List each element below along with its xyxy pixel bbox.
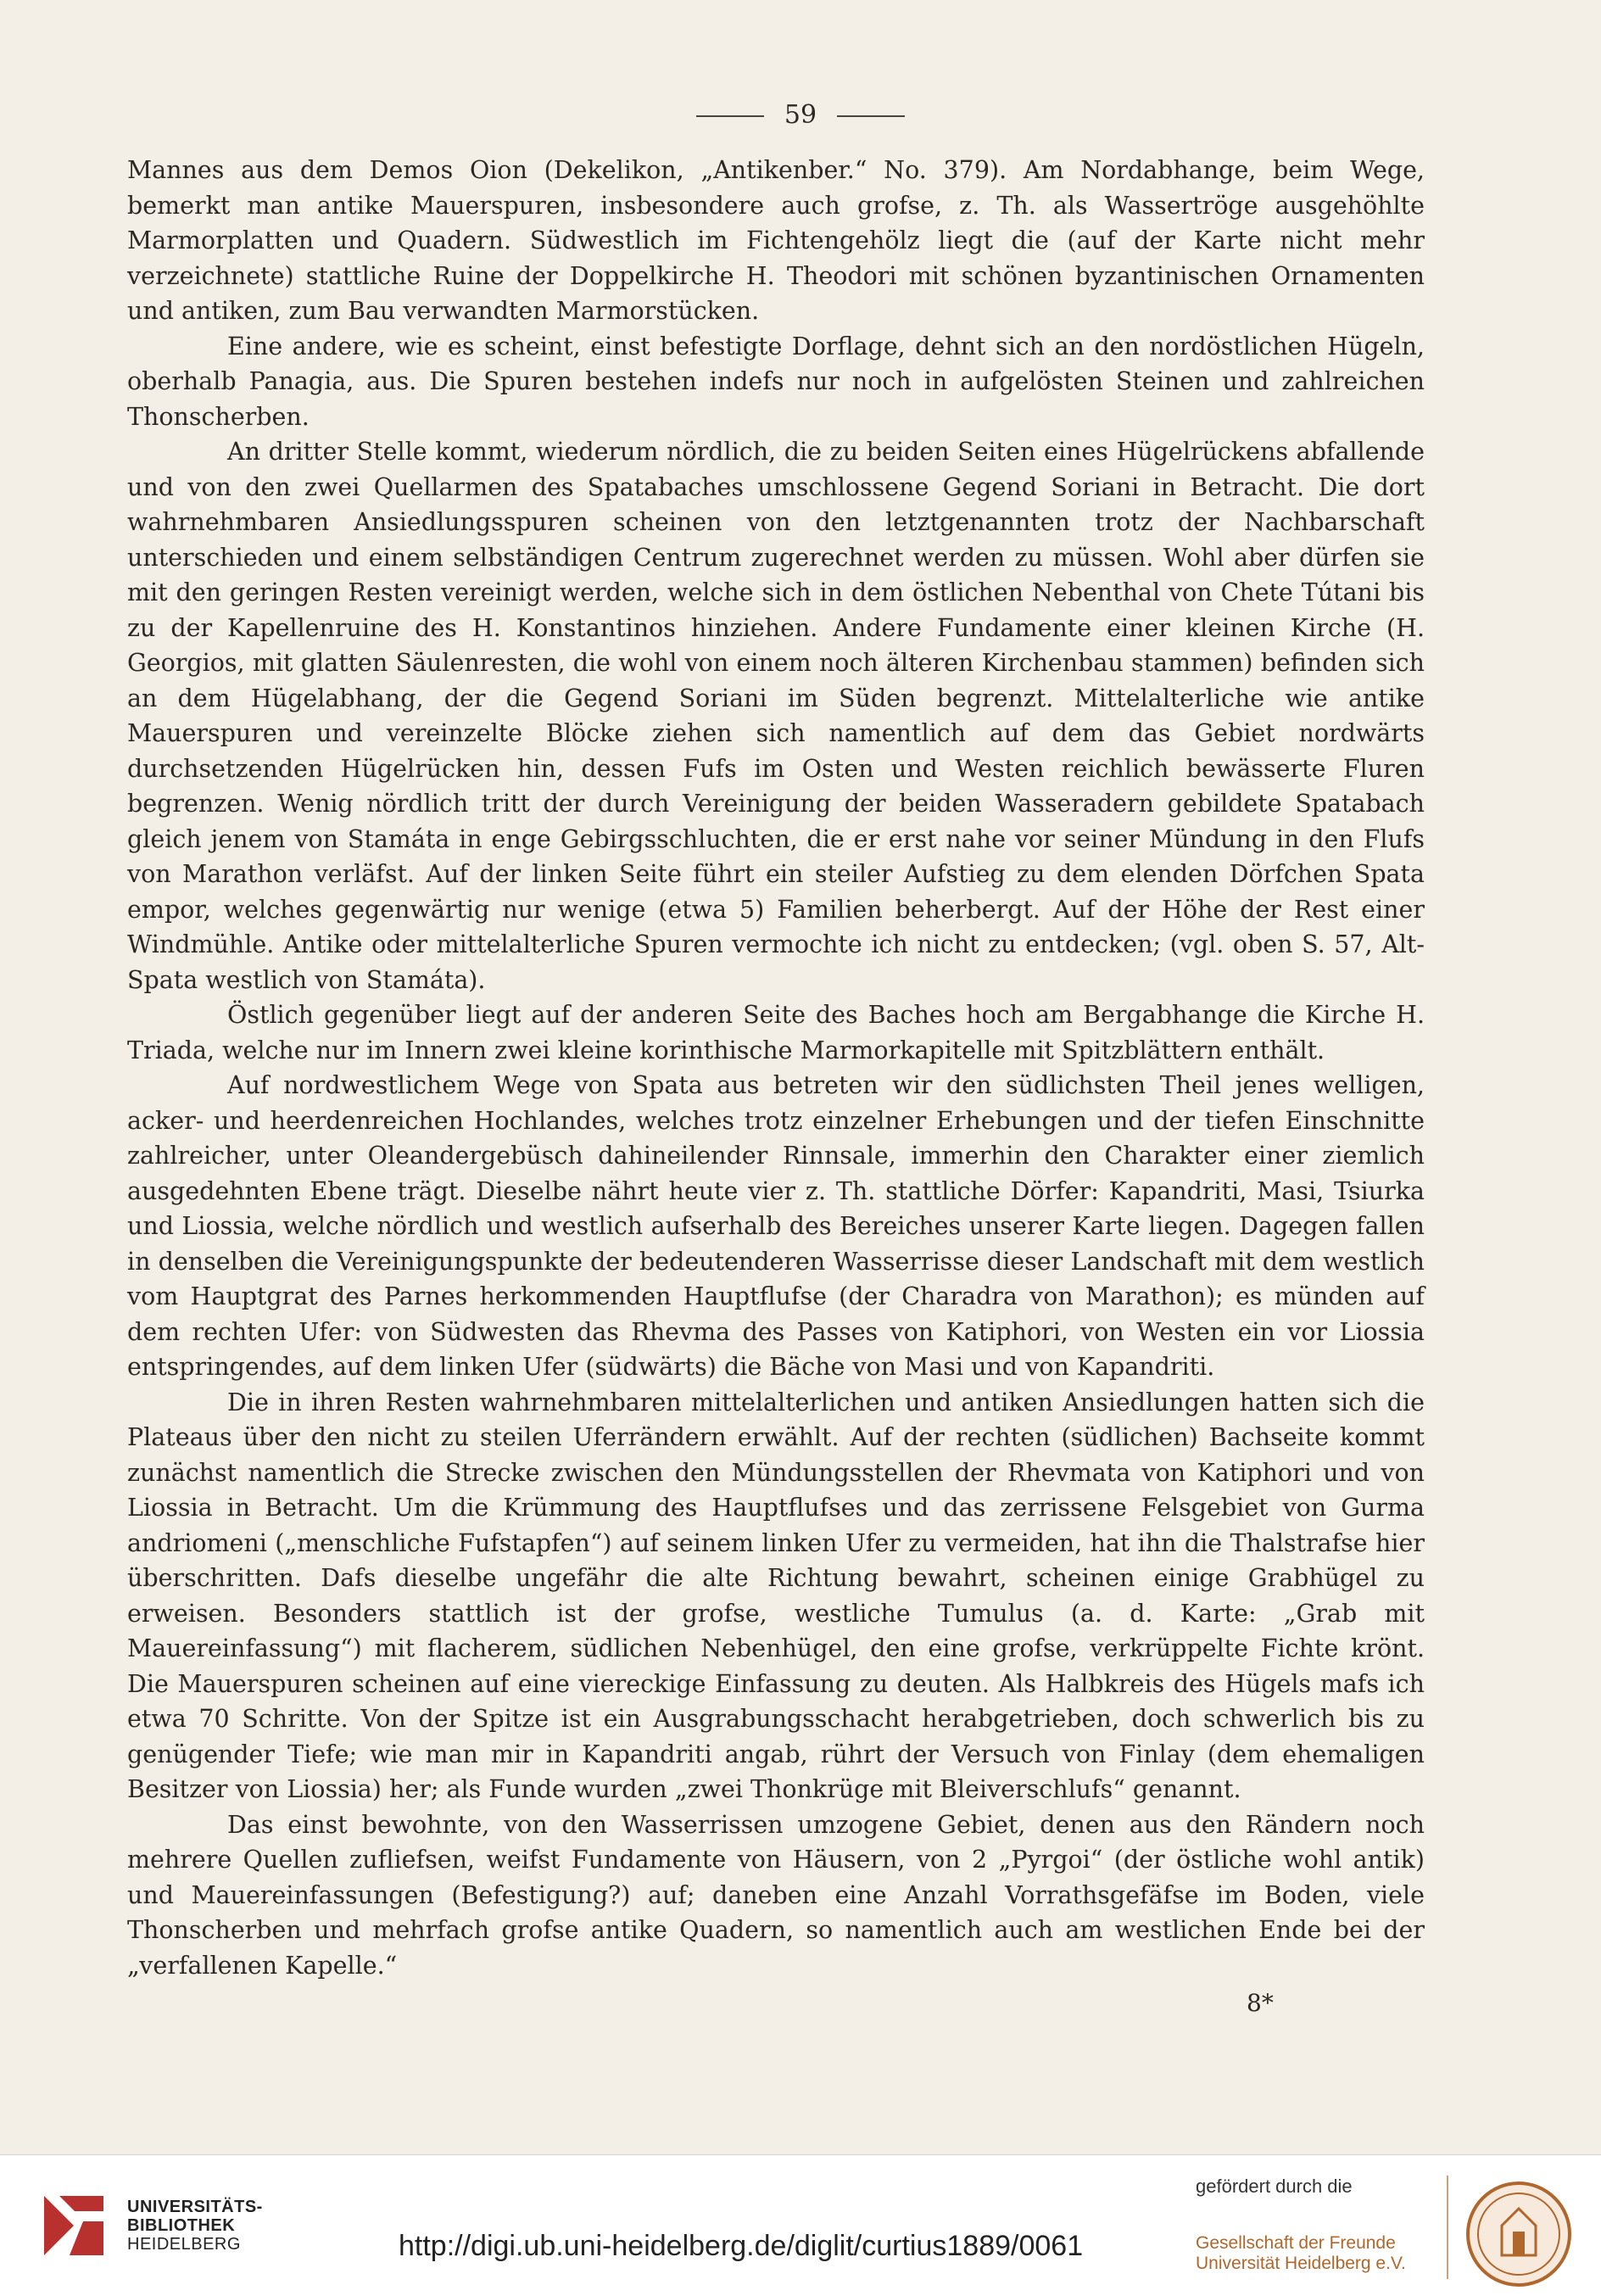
header-rule-left <box>696 115 764 117</box>
page-number: 59 <box>784 100 817 130</box>
sponsor-label: gefördert durch die <box>1196 2176 1353 2197</box>
paragraph: Die in ihren Resten wahrnehmbaren mittelalterlichen und antiken Ansiedlungen hatten sich die Plateaus über den nicht zu steilen Uferrändern erwählt. Auf der rechten (südlichen) Bachseite kommt zunächst namentlich die Strecke zwischen den Mündungsstellen der Rhevmata von Katiphori und von Liossia in Betracht. Um die Krümmung des Hauptflufses und das zerrissene Felsgebiet von Gurma andriomeni („menschliche Fufstapfen“) auf seinem linken Ufer zu vermeiden, hat ihn die Thalstrafse hier überschritten. Dafs dieselbe ungefähr die alte Richtung bewahrt, scheinen einige Grabhügel zu erweisen. Besonders stattlich ist der grofse, westliche Tumulus (a. d. Karte: „Grab mit Mauereinfassung“) mit flacherem, südlichen Nebenhügel, den eine grofse, verkrüppelte Fichte krönt. Die Mauerspuren scheinen auf eine viereckige Einfassung zu deuten. Als Halbkreis des Hügels mafs ich etwa 70 Schritte. Von der Spitze ist ein Ausgrabungsschacht herabgetrieben, doch schwerlich bis zu genügender Tiefe; wie man mir in Kapandriti angab, rührt der Versuch von Finlay (dem ehemaligen Besitzer von Liossia) her; als Funde wurden „zwei Thonkrüge mit Bleiverschlufs“ genannt. <box>127 1388 1425 1803</box>
paragraph: Mannes aus dem Demos Oion (Dekelikon, „Antikenber.“ No. 379). Am Nordabhange, beim Wege, bemerkt man antike Mauerspuren, insbesondere auch grofse, z. Th. als Wassertröge ausgehöhlte Marmorplatten und Quadern. Südwestlich im Fichtengehölz liegt die (auf der Karte nicht mehr verzeichnete) stattliche Ruine der Doppelkirche H. Theodori mit schönen byzantinischen Ornamenten und antiken, zum Bau verwandten Marmorstücken. <box>127 156 1425 325</box>
paragraph: Auf nordwestlichem Wege von Spata aus betreten wir den südlichsten Theil jenes welligen, acker- und heerdenreichen Hochlandes, welches trotz einzelner Erhebungen und der tiefen Einschnitte zahlreicher, unter Oleandergebüsch dahineilender Rinnsale, immerhin den Charakter einer ziemlich ausgedehnten Ebene trägt. Dieselbe nährt heute vier z. Th. stattliche Dörfer: Kapandriti, Masi, Tsiurka und Liossia, welche nördlich und westlich aufserhalb des Bereiches unserer Karte liegen. Dagegen fallen in denselben die Vereinigungspunkte der bedeutenderen Wasserrisse dieser Landschaft mit dem westlich vom Hauptgrat des Parnes herkommenden Hauptflufse (der Charadra von Marathon); es münden auf dem rechten Ufer: von Südwesten das Rhevma des Passes von Katiphori, von Westen ein vor Liossia entspringendes, auf dem linken Ufer (südwärts) die Bäche von Masi und von Kapandriti. <box>127 1071 1425 1381</box>
sponsor-name <box>1196 2233 1406 2274</box>
sponsor-name-line: Universität Heidelberg e.V. <box>1196 2254 1406 2273</box>
library-name-line: HEIDELBERG <box>127 2235 241 2254</box>
header-rule-right <box>837 115 905 117</box>
paragraph: Das einst bewohnte, von den Wasserrissen umzogene Gebiet, denen aus den Rändern noch mehrere Quellen zufliefsen, weifst Fundamente von Häusern, von 2 „Pyrgoi“ (der östliche wohl antik) und Mauereinfassungen (Befestigung?) auf; daneben eine Anzahl Vorrathsgefäfse im Boden, viele Thonscherben und mehrfach grofse antike Quadern, so namentlich auch am westlichen Ende bei der „verfallenen Kapelle.“ <box>127 1810 1425 1980</box>
permalink[interactable]: http://digi.ub.uni-heidelberg.de/diglit/curtius1889/0061 <box>399 2230 1084 2262</box>
signature-mark: 8* <box>1247 1989 1274 2017</box>
paragraph: Östlich gegenüber liegt auf der anderen Seite des Baches hoch am Bergabhange die Kirche H. Triada, welche nur im Innern zwei kleine korinthische Marmorkapitelle mit Spitzblättern enthält. <box>127 1001 1425 1064</box>
footer-divider <box>1447 2176 1448 2279</box>
library-name-line: UNIVERSITÄTS- <box>127 2198 263 2216</box>
paragraph: Eine andere, wie es scheint, einst befestigte Dorflage, dehnt sich an den nordöstlichen Hügeln, oberhalb Panagia, aus. Die Spuren bestehen indefs nur noch in aufgelösten Steinen und zahlreichen Thonscherben. <box>127 332 1425 431</box>
library-name-line: BIBLIOTHEK <box>127 2216 236 2235</box>
digitization-footer <box>0 2154 1601 2296</box>
page-header <box>0 100 1601 130</box>
body-text <box>127 153 1425 1983</box>
sponsor-name-line: Gesellschaft der Freunde <box>1196 2233 1396 2253</box>
university-seal-icon <box>1464 2179 1574 2289</box>
university-library-logo-icon <box>36 2187 112 2264</box>
paragraph: An dritter Stelle kommt, wiederum nördlich, die zu beiden Seiten eines Hügelrückens abfallende und von den zwei Quellarmen des Spatabaches umschlossene Gegend Soriani in Betracht. Die dort wahrnehmbaren Ansiedlungsspuren scheinen von den letztgenannten trotz der Nachbarschaft unterschieden und einem selbständigen Centrum zugerechnet werden zu müssen. Wohl aber dürfen sie mit den geringen Resten vereinigt werden, welche sich in dem östlichen Nebenthal von Chete Tútani bis zu der Kapellenruine des H. Konstantinos hinziehen. Andere Fundamente einer kleinen Kirche (H. Georgios, mit glatten Säulenresten, die wohl von einem noch älteren Kirchenbau stammen) befinden sich an dem Hügelabhang, der die Gegend Soriani im Süden begrenzt. Mittelalterliche wie antike Mauerspuren und vereinzelte Blöcke ziehen sich namentlich auf dem das Gebiet nordwärts durchsetzenden Hügelrücken hin, dessen Fufs im Osten und Westen reichlich bewässerte Fluren begrenzen. Wenig nördlich tritt der durch Vereinigung der beiden Wasseradern gebildete Spatabach gleich jenem von Stamáta in enge Gebirgsschluchten, die er erst nahe vor seiner Mündung in den Flufs von Marathon verläfst. Auf der linken Seite führt ein steiler Aufstieg zu dem elenden Dörfchen Spata empor, welches gegenwärtig nur wenige (etwa 5) Familien beherbergt. Auf der Höhe der Rest einer Windmühle. Antike oder mittelalterliche Spuren vermochte ich nicht zu entdecken; (vgl. oben S. 57, Alt-Spata westlich von Stamáta). <box>127 438 1425 994</box>
library-name <box>127 2198 263 2254</box>
